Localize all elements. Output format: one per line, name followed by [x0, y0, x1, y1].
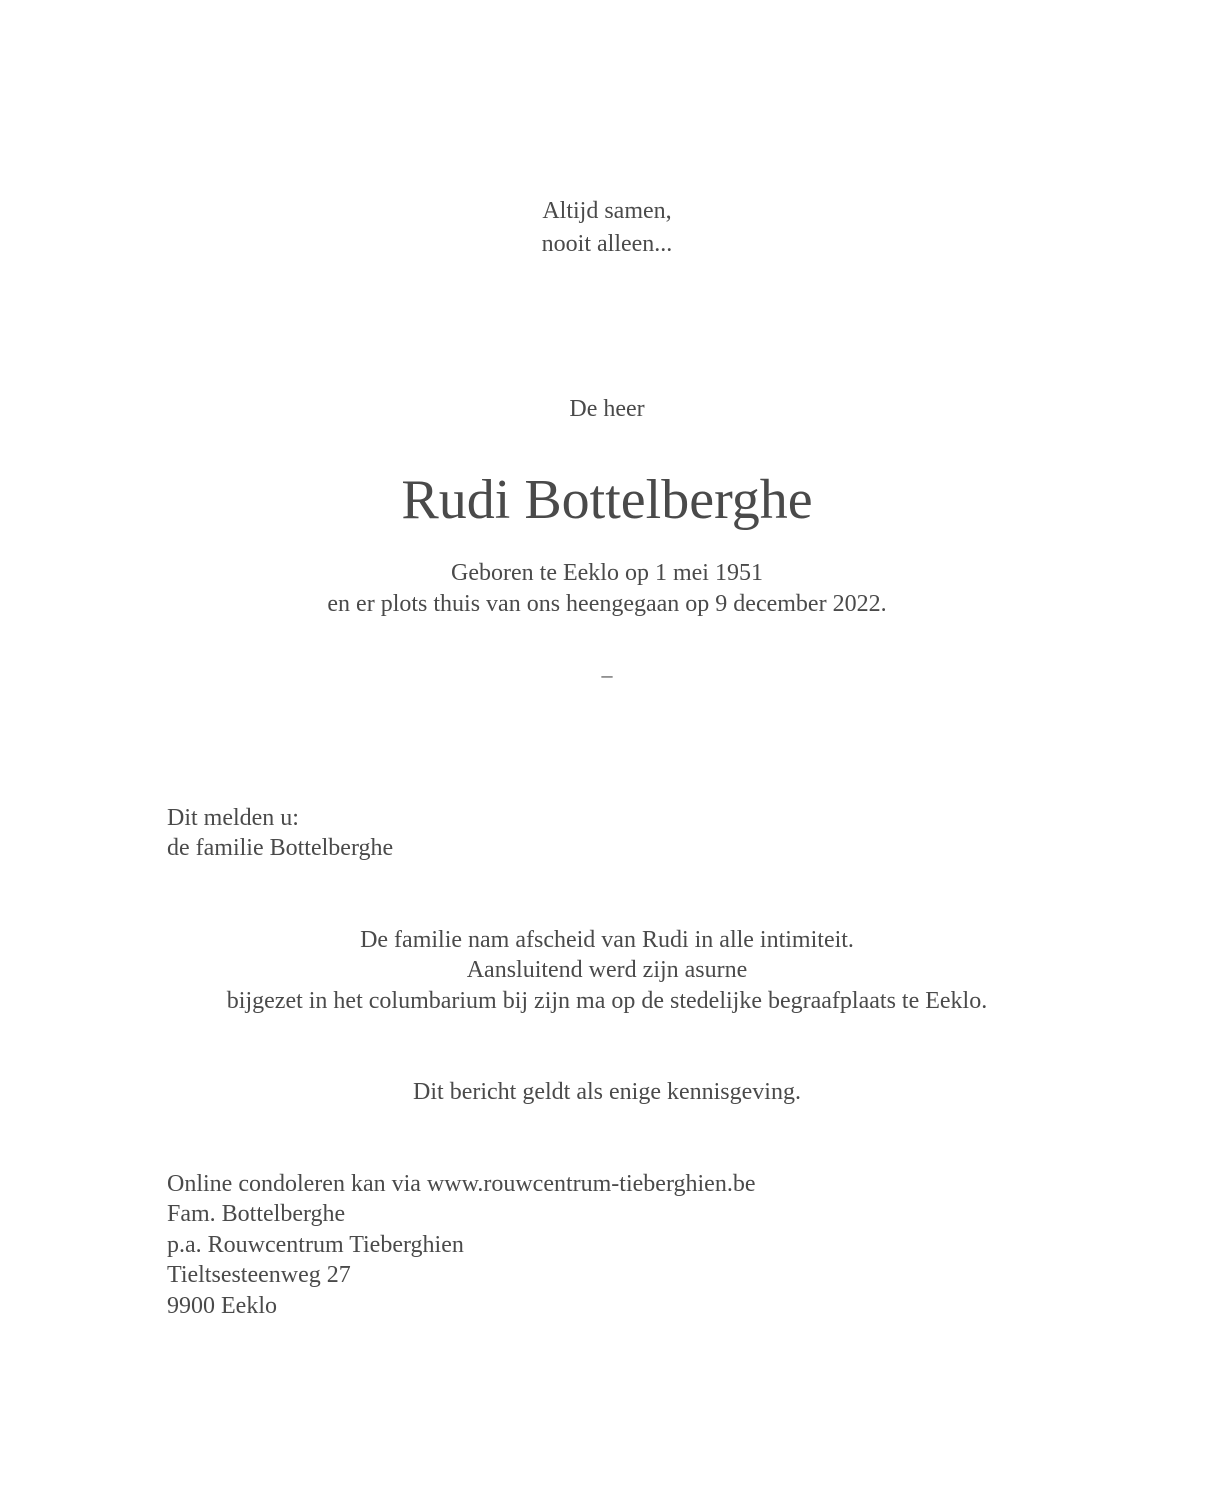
notice-line: Dit bericht geldt als enige kennisgeving.	[413, 1079, 801, 1105]
death-line: en er plots thuis van ons heengegaan op 9 december 2022.	[327, 591, 887, 617]
contact-street: Tieltsesteenweg 27	[167, 1262, 351, 1288]
separator-dash: –	[601, 662, 613, 687]
birth-line: Geboren te Eeklo op 1 mei 1951	[451, 560, 763, 586]
honorific: De heer	[569, 396, 645, 422]
motto-line-1: Altijd samen,	[542, 198, 672, 224]
contact-family: Fam. Bottelberghe	[167, 1201, 346, 1227]
deceased-name: Rudi Bottelberghe	[401, 469, 813, 531]
contact-city: 9900 Eeklo	[167, 1293, 277, 1319]
farewell-line-3: bijgezet in het columbarium bij zijn ma op de stedelijke begraafplaats te Eeklo.	[226, 988, 988, 1014]
motto-line-2: nooit alleen...	[541, 231, 673, 257]
announcers-line-1: Dit melden u:	[167, 805, 299, 831]
online-condolence-line: Online condoleren kan via www.rouwcentrum-tieberghien.be	[167, 1171, 756, 1197]
announcers-line-2: de familie Bottelberghe	[167, 835, 394, 861]
farewell-line-2: Aansluitend werd zijn asurne	[466, 957, 748, 983]
farewell-line-1: De familie nam afscheid van Rudi in alle intimiteit.	[360, 927, 854, 953]
contact-care-of: p.a. Rouwcentrum Tieberghien	[167, 1232, 464, 1258]
